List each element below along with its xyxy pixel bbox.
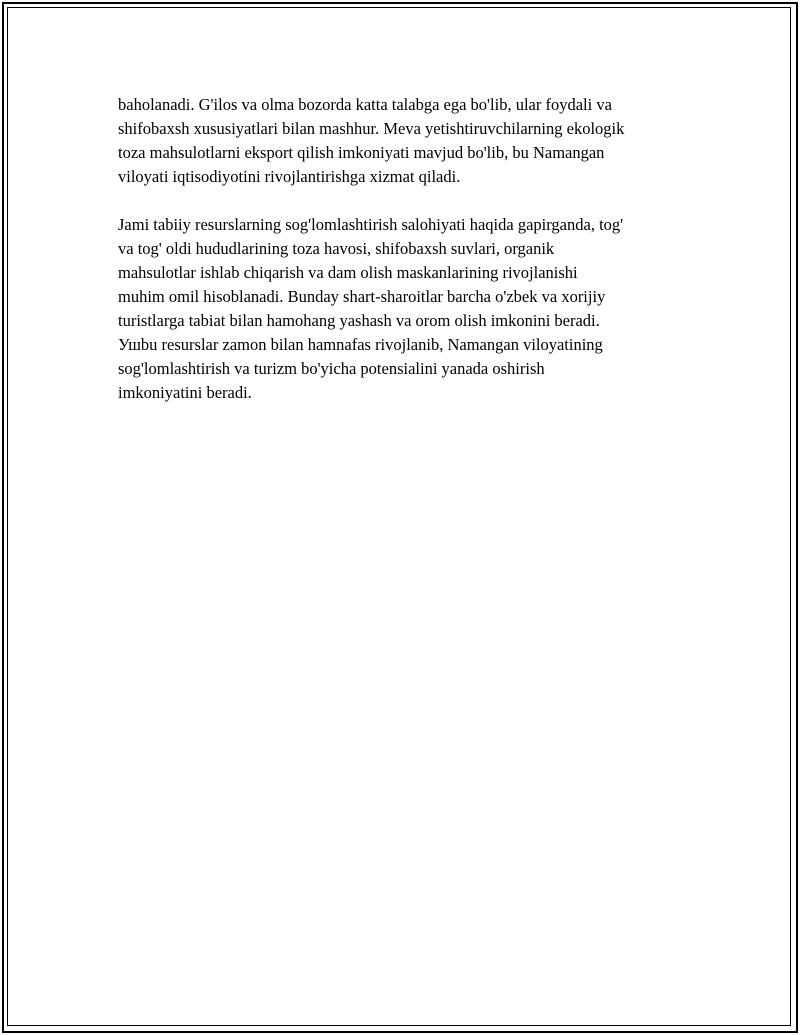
- text-line: Jami tabiiy resurslarning sog'lomlashtirish salohiyati haqida gapirganda, tog': [118, 215, 624, 234]
- document-body: [118, 93, 698, 405]
- text-line: sog'lomlashtirish va turizm bo'yicha potensialini yanada oshirish: [118, 359, 545, 378]
- text-line: toza mahsulotlarni eksport qilish imkoniyati mavjud bo'lib, bu Namangan: [118, 143, 605, 162]
- text-line: Ушbu resurslar zamon bilan hamnafas rivojlanib, Namangan viloyatining: [118, 335, 603, 354]
- text-line: viloyati iqtisodiyotini rivojlantirishga xizmat qiladi.: [118, 167, 461, 186]
- text-line: shifobaxsh xususiyatlari bilan mashhur. Meva yetishtiruvchilarning ekologik: [118, 119, 625, 138]
- text-line: mahsulotlar ishlab chiqarish va dam olish maskanlarining rivojlanishi: [118, 263, 578, 282]
- text-line: baholanadi. G'ilos va olma bozorda katta talabga ega bo'lib, ular foydali va: [118, 95, 612, 114]
- paragraph-2: [118, 213, 698, 405]
- text-line: imkoniyatini beradi.: [118, 383, 252, 402]
- text-line: muhim omil hisoblanadi. Bunday shart-sharoitlar barcha o'zbek va xorijiy: [118, 287, 606, 306]
- text-line: turistlarga tabiat bilan hamohang yashash va orom olish imkonini beradi.: [118, 311, 600, 330]
- paragraph-1: [118, 93, 698, 189]
- paragraph-spacer: [118, 189, 698, 213]
- text-line: va tog' oldi hududlarining toza havosi, shifobaxsh suvlari, organik: [118, 239, 555, 258]
